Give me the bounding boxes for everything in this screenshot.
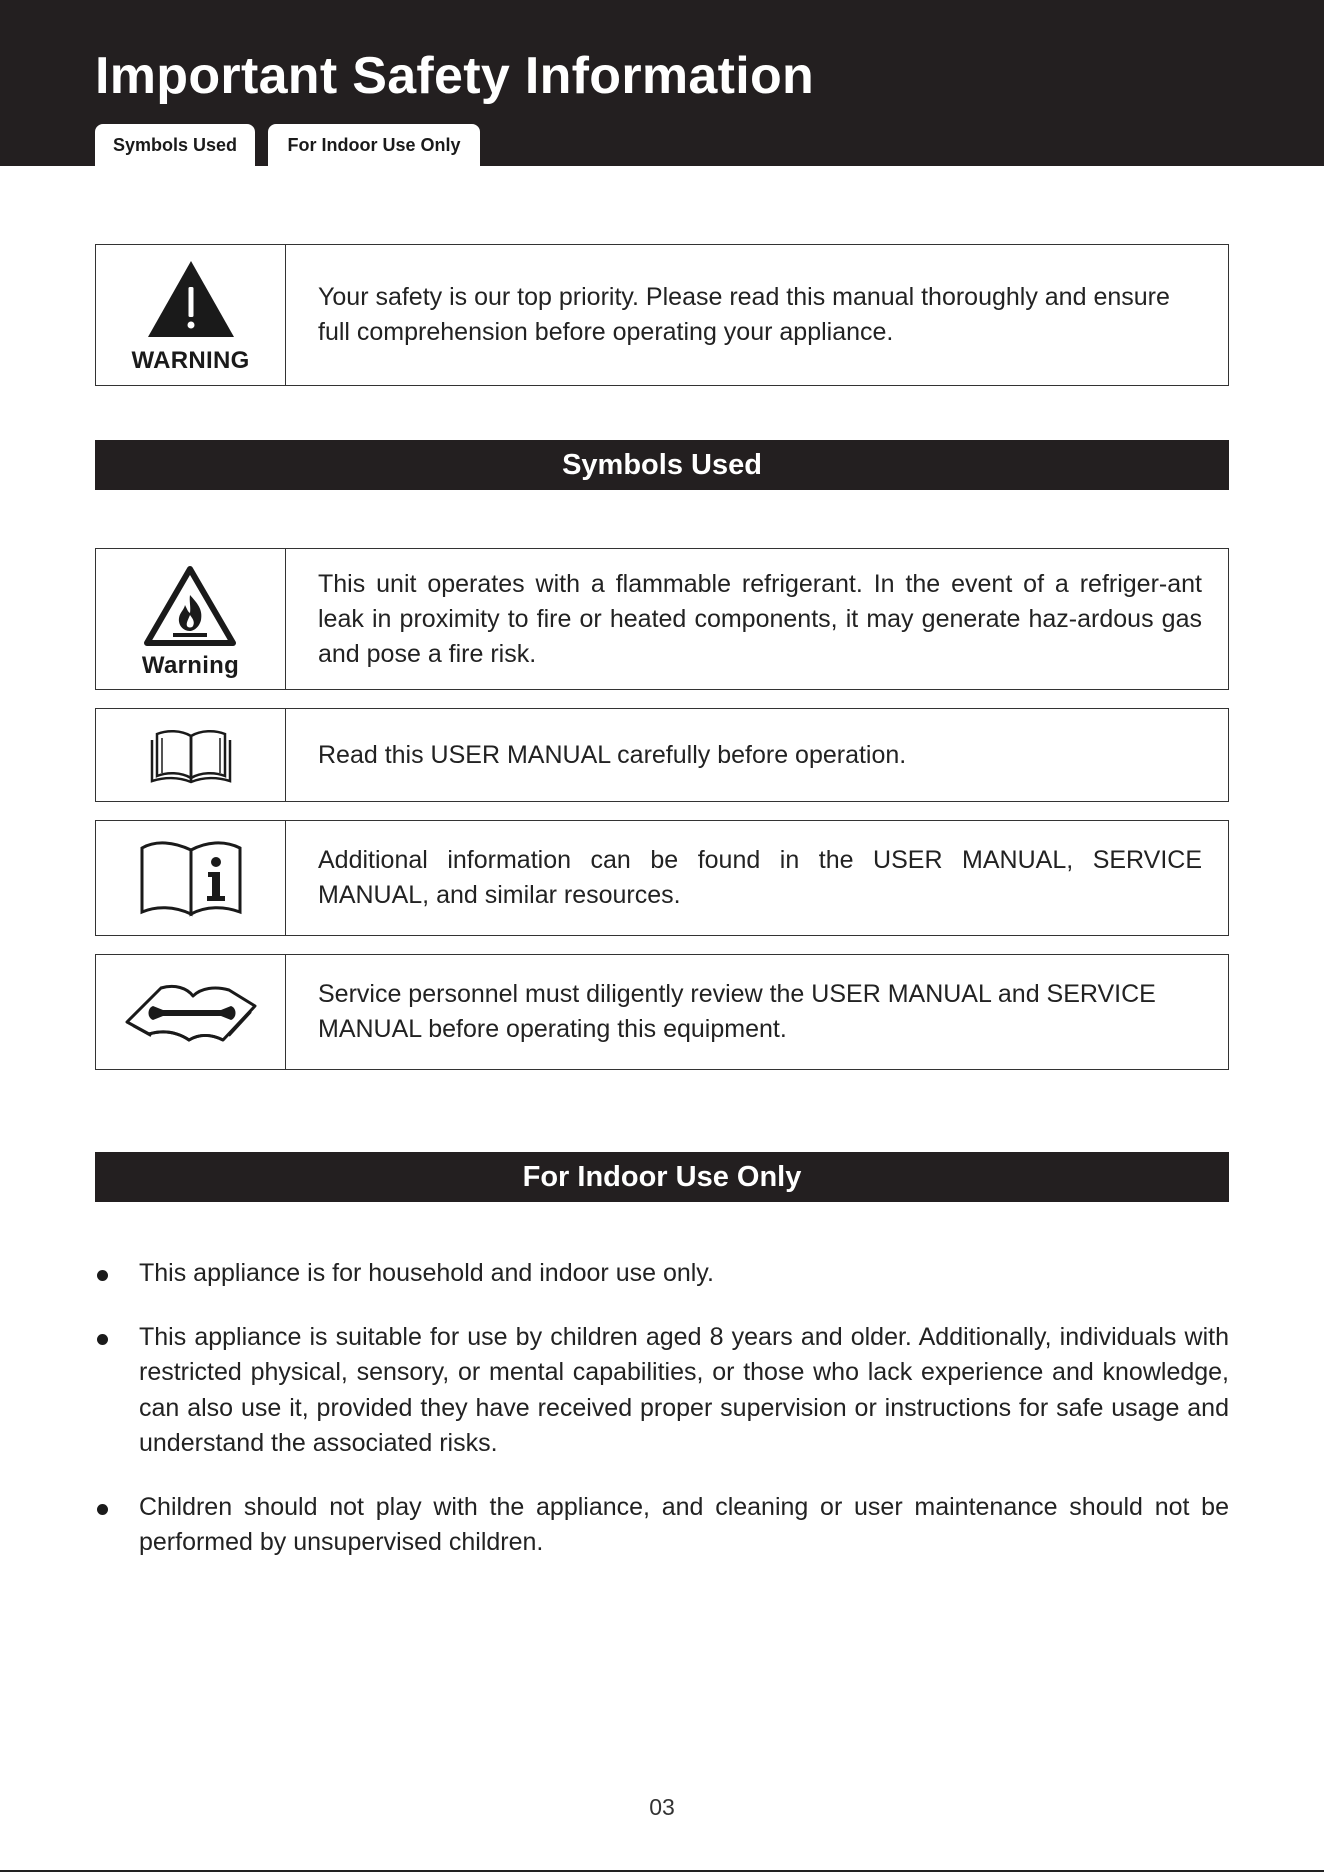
indoor-use-heading: For Indoor Use Only: [95, 1152, 1229, 1202]
symbols-used-heading: Symbols Used: [95, 440, 1229, 490]
page-number: 03: [649, 1794, 675, 1820]
list-item: This appliance is suitable for use by children aged 8 years and older. Additionally, individuals with restricted physical, sensory, or mental capabilities, or those who lack experience and knowledge, can also use it, provided they have received proper supervision or instructions for safe usage and understand the associated risks.: [95, 1320, 1229, 1462]
intro-warning-box: [95, 244, 1229, 386]
page-header: [0, 0, 1324, 166]
symbol-text: Service personnel must diligently review the USER MANUAL and SERVICE MANUAL before operating this equipment.: [318, 980, 1156, 1043]
symbol-icon-cell: [96, 821, 286, 935]
symbol-row-service-manual: [95, 954, 1229, 1070]
warning-label: WARNING: [131, 347, 250, 374]
symbol-text: Read this USER MANUAL carefully before operation.: [318, 740, 907, 769]
flammable-warning-icon: [143, 565, 237, 647]
symbol-text: This unit operates with a flammable refrigerant. In the event of a refriger-ant leak in proximity to fire or heated components, it may generate haz-ardous gas and pose a fire risk.: [318, 569, 1202, 668]
symbol-icon-cell: [96, 709, 286, 801]
list-item: This appliance is for household and indoor use only.: [95, 1256, 1229, 1292]
symbol-icon-cell: [96, 549, 286, 689]
indoor-use-list: [95, 1256, 1229, 1589]
page-title: Important Safety Information: [95, 47, 815, 105]
intro-icon-cell: [96, 245, 286, 385]
warning-label: Warning: [141, 652, 240, 679]
symbol-row-flammable: [95, 548, 1229, 690]
tab-symbols-used[interactable]: Symbols Used: [95, 124, 255, 166]
intro-text: Your safety is our top priority. Please read this manual thoroughly and ensure full comprehension before operating your appliance.: [318, 283, 1170, 346]
tab-for-indoor-use-only[interactable]: For Indoor Use Only: [268, 124, 480, 166]
symbol-row-info-manual: [95, 820, 1229, 936]
symbol-icon-cell: [96, 955, 286, 1069]
service-manual-wrench-icon: [123, 980, 259, 1044]
symbol-text: Additional information can be found in the USER MANUAL, SERVICE MANUAL, and similar resources.: [318, 846, 1202, 909]
symbol-row-read-manual: [95, 708, 1229, 802]
info-manual-icon: [136, 838, 246, 918]
open-book-icon: [149, 726, 233, 784]
warning-triangle-icon: [146, 259, 236, 339]
list-item: Children should not play with the appliance, and cleaning or user maintenance should not be performed by unsupervised children.: [95, 1490, 1229, 1561]
